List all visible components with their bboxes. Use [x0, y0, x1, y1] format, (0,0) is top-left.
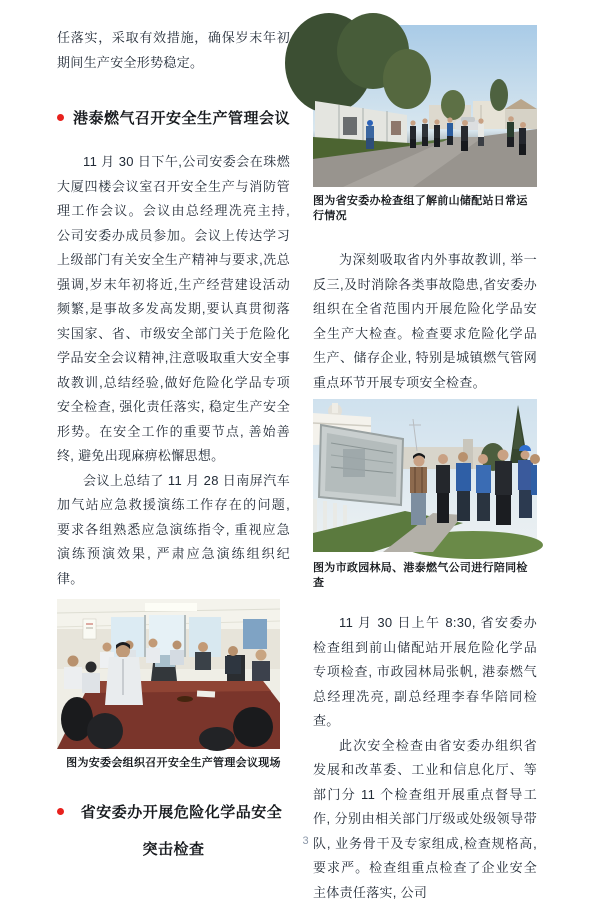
right-paragraph-2: 11 月 30 日上午 8:30, 省安委办检查组到前山储配站开展危险化学品专项检查, 市政园林局张帆, 港泰燃气总经理冼亮, 副总经理李春华陪同检查。: [313, 611, 537, 734]
intro-paragraph: 任落实，采取有效措施，确保岁末年初期间生产安全形势稳定。: [57, 26, 290, 75]
red-bullet-icon: [57, 808, 64, 815]
photo-safety-meeting-room: [57, 599, 290, 749]
photo1-caption: 图为省安委办检查组了解前山储配站日常运行情况: [313, 194, 537, 224]
photo-accompanied-inspection: [313, 399, 537, 552]
section1-paragraph-2: 会议上总结了 11 月 28 日南屏汽车加气站应急救援演练工作存在的问题, 要求各组熟悉应急演练指令, 重视应急演练预演效果, 严肃应急演练组织纪律。: [57, 469, 290, 592]
right-paragraph-1: 为深刻吸取省内外事故教训, 举一反三,及时消除各类事故隐患,省安委办组织在全省范围内开展危险化学品安全生产大检查。检查要求危险化学品生产、储存企业, 特别是城镇燃气管网重点环节开展专项安全检查。: [313, 248, 537, 395]
section2-title-line1: 省安委办开展危险化学品安全: [73, 801, 290, 822]
photo2-caption: 图为市政园林局、港泰燃气公司进行陪同检查: [313, 561, 537, 591]
left-column: [57, 0, 290, 859]
section2-title-line2: 突击检查: [57, 838, 290, 859]
photo-caption: 图为安委会组织召开安全生产管理会议现场: [57, 756, 290, 771]
section2-heading: [57, 801, 290, 859]
right-column: [313, 0, 537, 905]
right-paragraph-3: 此次安全检查由省安委办组织省发展和改革委、工业和信息化厅、等部门分 11 个检查组开展重点督导工作, 分别由相关部门厅级或处级领导带队, 业务骨干及专家组成,检查规格高,要求严。检查组重点检查了企业安全主体责任落实, 公司: [313, 734, 537, 905]
page-number: 3: [0, 835, 611, 847]
photo-station-inspection: [313, 25, 537, 187]
red-bullet-icon: [57, 114, 64, 121]
section1-heading: [57, 107, 290, 128]
section1-title: 港泰燃气召开安全生产管理会议: [73, 107, 290, 128]
section1-paragraph-1: 11 月 30 日下午,公司安委会在珠燃大厦四楼会议室召开安全生产与消防管理工作会议。会议由总经理冼亮主持, 公司安委办成员参加。会议上传达学习上级部门有关安全生产精神与要求,冼总强调,岁末年初将近,生产经营建设活动频繁,是事故多发高发期,要认真贯彻落实国家、省、市级安全部门关于危险化学品安全会议精神,注意吸取重大安全事故教训,总结经验,做好危险化学品专项安全检查, 强化责任落实, 稳定生产安全形势。在安全工作的重要节点, 善始善终, 避免出现麻痹松懈思想。: [57, 150, 290, 469]
